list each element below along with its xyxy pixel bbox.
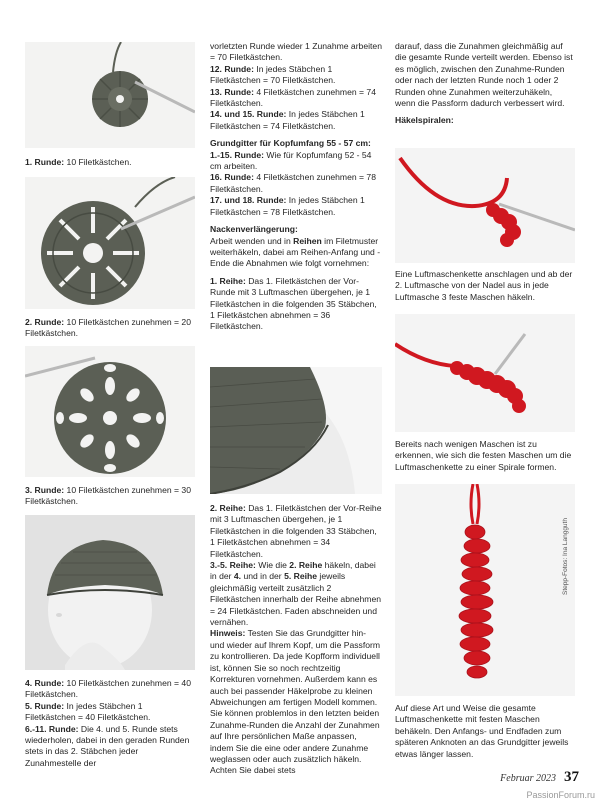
photo-cap-on-mannequin xyxy=(25,515,195,670)
caption-spiral-forming: Bereits nach wenigen Maschen ist zu erkennen, wie sich die festen Maschen um die Luftmaschenkette zu einer Spirale formen. xyxy=(395,439,572,472)
page-number: 37 xyxy=(564,769,579,785)
caption-spiral-finished: Auf diese Art und Weise die gesamte Luftmaschenkette mit festen Maschen behäkeln. Den Anfangs- und Endfaden zum späteren Anknoten an das Grundgitter jeweils etwas länger lassen. xyxy=(395,703,569,759)
col2-text-bottom: 2. Reihe: Das 1. Filetkästchen der Vor-Reihe mit 3 Luftmaschen übergehen, je 1 Filetkästchen in die folgenden 33 Stäbchen, 1 Filetkästchen abnehmen = 34 Filetkästchen. 3.-5. Reihe: Wie die 2. Reihe häkeln, dabei in der 4. und in der 5. Reihe jeweils gleichmäßig verteilt zusätzlich 2 Filetkästchen innerhalb der Reihe abnehmen = 24 Filetkästchen. Faden abschneiden und vernähen. Hinweis: Testen Sie das Grundgitter hin- und wieder auf Ihrem Kopf, um die Passform zu kontrollieren. Da jede Kopfform individuell ist, können Sie so noch rechtzeitig Korrekturen vornehmen. Außerdem kann es auch bei passender Häkelprobe zu kleinen Abweichungen am fertigen Modell kommen. Sie können problemlos in den letzten beiden Zunahme-Runden die Anzahl der Zunahmen auf Ihre persönlichen Maße anpassen, indem Sie die eine oder andere Zunahme weglassen oder auch zusätzlich häkeln. Achten Sie dabei stets xyxy=(210,503,382,776)
watermark: PassionForum.ru xyxy=(526,790,595,800)
caption-spiral-start: Eine Luftmaschenkette anschlagen und ab der 2. Luftmasche von der Nadel aus in jede Luftmasche 3 feste Maschen häkeln. xyxy=(395,269,573,302)
grundgitter-heading: Grundgitter für Kopfumfang 55 - 57 cm: xyxy=(210,138,371,149)
col2-text-top: vorletzten Runde wieder 1 Zunahme arbeiten = 70 Filetkästchen. 12. Runde: In jedes Stäbchen 1 Filetkästchen = 70 Filetkästchen. 13. Runde: 4 Filetkästchen zunehmen = 74 Filetkästchen. 14. und 15. Runde: In jedes Stäbchen 1 Filetkästchen = 74 Filetkästchen. Grundgitter für Kopfumfang 55 - 57 cm: 1.-15. Runde: Wie für Kopfumfang 52 - 54 cm arbeiten. 16. Runde: 4 Filetkästchen zunehmen = 78 Filetkästchen. 17. und 18. Runde: In jedes Stäbchen 1 Filetkästchen = 78 Filetkästchen. Nackenverlängerung: Arbeit wenden und in Reihen im Filetmuster weiterhäkeln, dabei am Reihen-Anfang und -Ende die Abnahmen wie folgt vornehmen: 1. Reihe: Das 1. Filetkästchen der Vor-Runde mit 3 Luftmaschen übergehen, je 1 Filetkästchen in die folgenden 35 Stäbchen, 1 Filetkästchen abnehmen = 36 Filetkästchen. xyxy=(210,41,382,332)
photo-spiral-forming xyxy=(395,314,575,432)
caption-round-3: 3. Runde: 10 Filetkästchen zunehmen = 30 Filetkästchen. xyxy=(25,485,191,507)
photo-credit: Stepp-Fotos: Ina Langguth xyxy=(562,518,569,595)
photo-neck-extension xyxy=(210,367,382,494)
caption-round-2: 2. Runde: 10 Filetkästchen zunehmen = 20 Filetkästchen. xyxy=(25,317,191,339)
page-footer xyxy=(500,768,579,786)
col3-text-top: darauf, dass die Zunahmen gleichmäßig auf die gesamte Runde verteilt werden. Ebenso ist es möglich, zwischen den Zunahme-Runden oder nach der letzten Runde noch 1 oder 2 Runden ohne Zunahmen weiterzuhäkeln, wenn die Passform dadurch verbessert wird. Häkelspiralen: xyxy=(395,41,573,126)
photo-round-2 xyxy=(25,177,195,309)
col1-text-bottom: 4. Runde: 10 Filetkästchen zunehmen = 40 Filetkästchen. 5. Runde: In jedes Stäbchen 1 Filetkästchen = 40 Filetkästchen. 6.-11. Runde: Die 4. und 5. Runde stets wiederholen, dabei in den geraden Runden stets in das 2. Stäbchen jeder Zunahmestelle der xyxy=(25,678,191,768)
nacken-heading: Nackenverlängerung: xyxy=(210,224,298,235)
photo-round-3 xyxy=(25,346,195,477)
caption-round-1: 1. Runde: 10 Filetkästchen. xyxy=(25,157,132,167)
photo-spiral-finished xyxy=(395,484,575,696)
photo-round-1 xyxy=(25,42,195,148)
issue-date: Februar 2023 xyxy=(500,773,556,784)
spiral-heading: Häkelspiralen: xyxy=(395,115,454,126)
photo-spiral-start xyxy=(395,148,575,263)
